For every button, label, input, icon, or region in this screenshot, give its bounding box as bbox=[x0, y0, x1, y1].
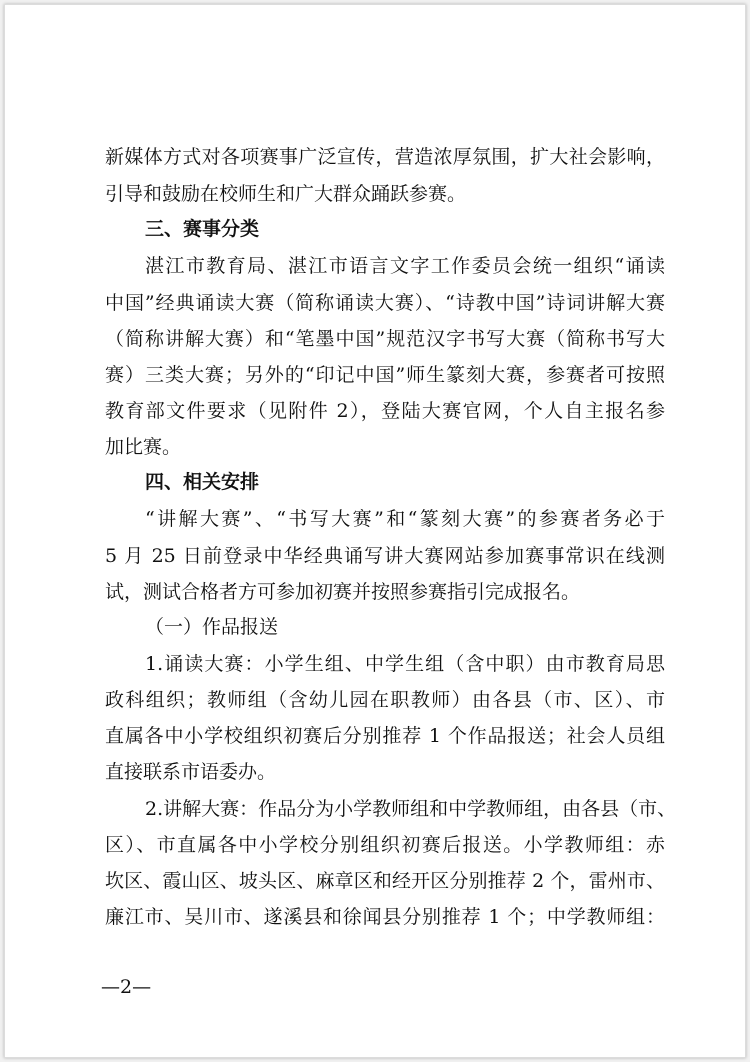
body-text-line: 1.诵读大赛：小学生组、中学生组（含中职）由市教育局思 bbox=[145, 653, 665, 675]
body-text-line: （简称讲解大赛）和“笔墨中国”规范汉字书写大赛（简称书写大 bbox=[105, 328, 665, 350]
body-text-line: 新媒体方式对各项赛事广泛宣传，营造浓厚氛围，扩大社会影响， bbox=[105, 146, 665, 168]
body-text-line: 廉江市、吴川市、遂溪县和徐闻县分别推荐 1 个；中学教师组： bbox=[105, 906, 665, 928]
body-text-line: 中国”经典诵读大赛（简称诵读大赛）、“诗教中国”诗词讲解大赛 bbox=[105, 292, 665, 314]
section-heading-arrangements: 四、相关安排 bbox=[145, 471, 260, 493]
body-text-line: 赛）三类大赛；另外的“印记中国”师生篆刻大赛，参赛者可按照 bbox=[105, 364, 665, 386]
body-text-line: 加比赛。 bbox=[105, 436, 182, 458]
body-text-line: 引导和鼓励在校师生和广大群众踊跃参赛。 bbox=[105, 183, 467, 205]
body-text-line: 2.讲解大赛：作品分为小学教师组和中学教师组，由各县（市、 bbox=[145, 798, 677, 820]
document-page bbox=[4, 4, 746, 1058]
body-text-line: 坎区、霞山区、坡头区、麻章区和经开区分别推荐 2 个，雷州市、 bbox=[105, 870, 665, 892]
body-text-line: 试，测试合格者方可参加初赛并按照参赛指引完成报名。 bbox=[105, 581, 581, 603]
section-heading-classification: 三、赛事分类 bbox=[145, 218, 260, 240]
body-text-line: 政科组织；教师组（含幼儿园在职教师）由各县（市、区）、市 bbox=[105, 689, 665, 711]
page-number: —2— bbox=[101, 976, 152, 998]
subsection-heading-submission: （一）作品报送 bbox=[145, 616, 279, 638]
body-text-line: 湛江市教育局、湛江市语言文字工作委员会统一组织“诵读 bbox=[145, 255, 665, 277]
body-text-line: 区）、市直属各中小学校分别组织初赛后报送。小学教师组：赤 bbox=[105, 834, 665, 856]
body-text-line: 教育部文件要求（见附件 2），登陆大赛官网，个人自主报名参 bbox=[105, 400, 665, 422]
body-text-line: 直属各中小学校组织初赛后分别推荐 1 个作品报送；社会人员组 bbox=[105, 725, 665, 747]
body-text-line: “讲解大赛”、“书写大赛”和“篆刻大赛”的参赛者务必于 bbox=[145, 508, 665, 530]
body-text-line: 5 月 25 日前登录中华经典诵写讲大赛网站参加赛事常识在线测 bbox=[105, 545, 665, 567]
body-text-line: 直接联系市语委办。 bbox=[105, 761, 277, 783]
